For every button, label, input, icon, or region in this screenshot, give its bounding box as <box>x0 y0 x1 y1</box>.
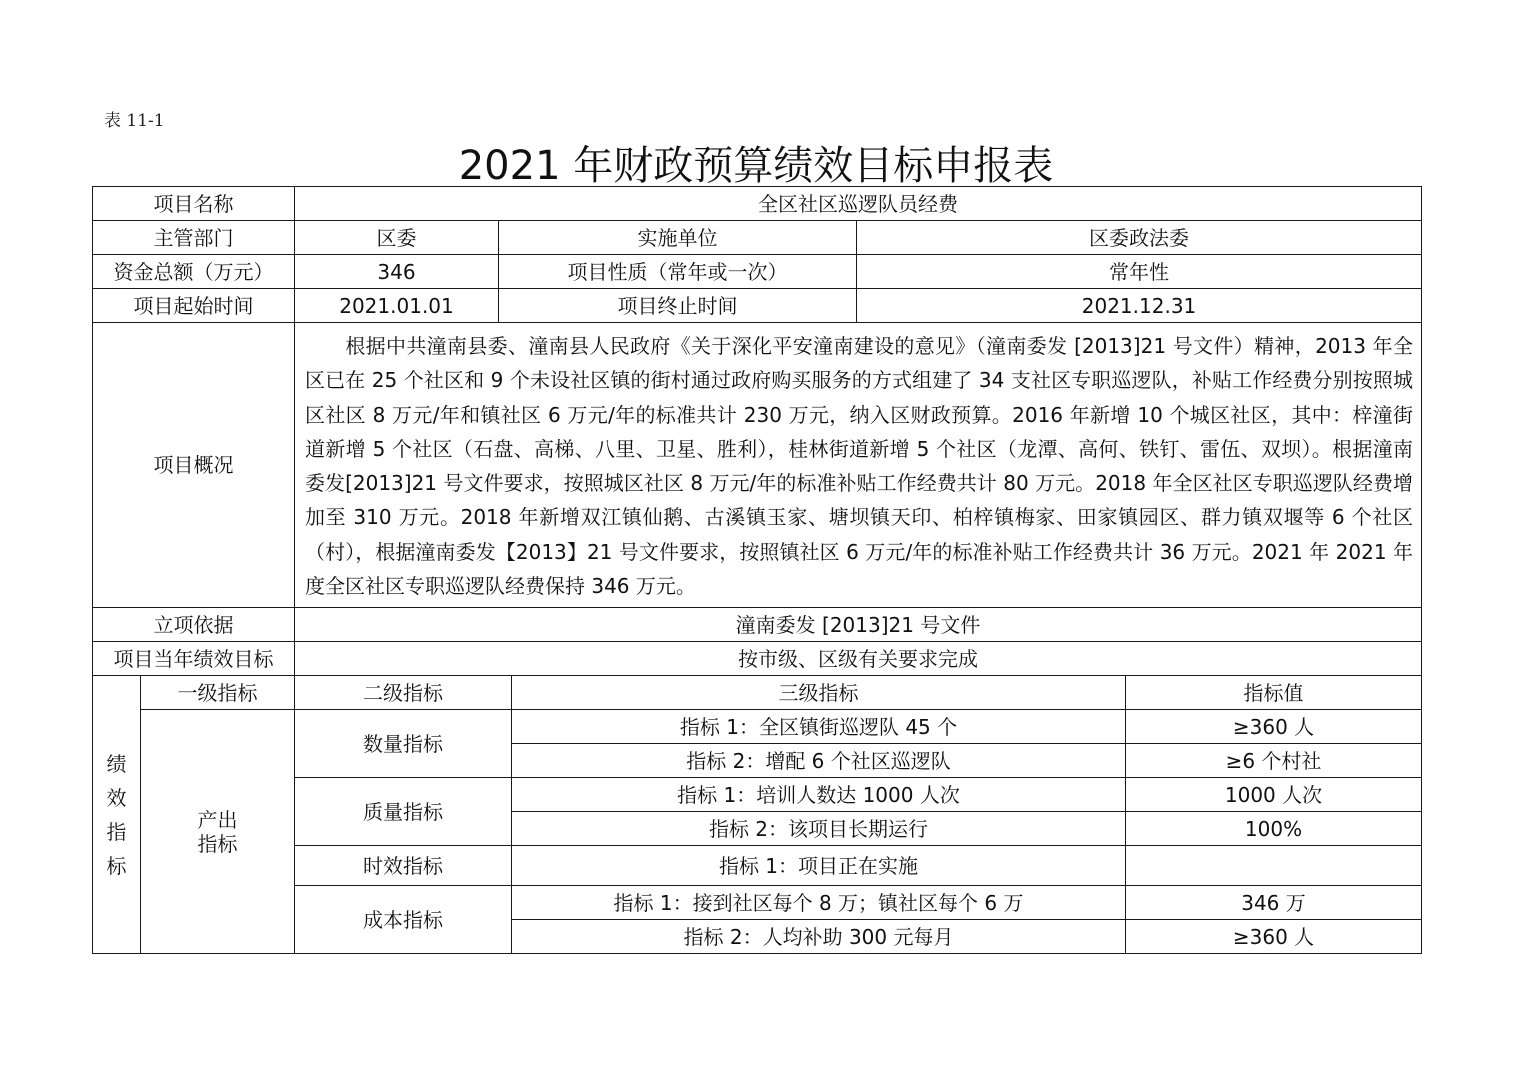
side-char-4: 标 <box>106 853 127 878</box>
impl-value: 区委政法委 <box>857 221 1422 255</box>
indicator-value <box>1126 846 1422 886</box>
row-department <box>93 221 1422 255</box>
table-number: 表 11-1 <box>104 111 165 131</box>
end-label: 项目终止时间 <box>499 289 857 323</box>
performance-indicator-side-label <box>93 676 141 954</box>
dept-label: 主管部门 <box>93 221 295 255</box>
impl-label: 实施单位 <box>499 221 857 255</box>
goal-value: 按市级、区级有关要求完成 <box>295 642 1422 676</box>
indicator-item: 指标 2：人均补助 300 元每月 <box>512 920 1126 954</box>
side-char-1: 绩 <box>106 751 127 776</box>
indicator-value: 100% <box>1126 812 1422 846</box>
row-overview <box>93 323 1422 608</box>
row-funds <box>93 255 1422 289</box>
budget-form-table <box>92 186 1422 954</box>
indicator-item: 指标 1：培训人数达 1000 人次 <box>512 778 1126 812</box>
indicator-item: 指标 2：增配 6 个社区巡逻队 <box>512 744 1126 778</box>
basis-label: 立项依据 <box>93 608 295 642</box>
start-label: 项目起始时间 <box>93 289 295 323</box>
basis-value: 潼南委发 [2013]21 号文件 <box>295 608 1422 642</box>
side-char-3: 指 <box>106 819 127 844</box>
end-value: 2021.12.31 <box>857 289 1422 323</box>
indicator-item: 指标 1：接到社区每个 8 万；镇社区每个 6 万 <box>512 886 1126 920</box>
row-basis <box>93 608 1422 642</box>
overview-label: 项目概况 <box>93 323 295 608</box>
side-char-2: 效 <box>106 785 127 810</box>
dept-value: 区委 <box>295 221 499 255</box>
indicator-item: 指标 1：全区镇街巡逻队 45 个 <box>512 710 1126 744</box>
indicator-item: 指标 2：该项目长期运行 <box>512 812 1126 846</box>
overview-text <box>295 323 1422 608</box>
goal-label: 项目当年绩效目标 <box>93 642 295 676</box>
output-label-line-1: 产出 <box>197 807 238 832</box>
row-indicator-headers <box>93 676 1422 710</box>
timeliness-indicator-label: 时效指标 <box>295 846 512 886</box>
row-project-name <box>93 187 1422 221</box>
indicator-value: ≥360 人 <box>1126 920 1422 954</box>
row-dates <box>93 289 1422 323</box>
indicator-value: ≥360 人 <box>1126 710 1422 744</box>
header-level3: 三级指标 <box>512 676 1126 710</box>
quantity-indicator-label: 数量指标 <box>295 710 512 778</box>
fund-value: 346 <box>295 255 499 289</box>
indicator-item: 指标 1：项目正在实施 <box>512 846 1126 886</box>
output-label-line-2: 指标 <box>197 831 238 856</box>
start-value: 2021.01.01 <box>295 289 499 323</box>
nature-value: 常年性 <box>857 255 1422 289</box>
quality-indicator-label: 质量指标 <box>295 778 512 846</box>
project-name-value: 全区社区巡逻队员经费 <box>295 187 1422 221</box>
header-value: 指标值 <box>1126 676 1422 710</box>
fund-label: 资金总额（万元） <box>93 255 295 289</box>
row-goal <box>93 642 1422 676</box>
page-title: 2021 年财政预算绩效目标申报表 <box>458 143 1054 189</box>
indicator-value: ≥6 个村社 <box>1126 744 1422 778</box>
indicator-value: 346 万 <box>1126 886 1422 920</box>
header-level2: 二级指标 <box>295 676 512 710</box>
table-row <box>93 710 1422 744</box>
indicator-value: 1000 人次 <box>1126 778 1422 812</box>
nature-label: 项目性质（常年或一次） <box>499 255 857 289</box>
cost-indicator-label: 成本指标 <box>295 886 512 954</box>
project-name-label: 项目名称 <box>93 187 295 221</box>
output-indicator-label <box>141 710 295 954</box>
header-level1: 一级指标 <box>141 676 295 710</box>
overview-paragraph: 根据中共潼南县委、潼南县人民政府《关于深化平安潼南建设的意见》（潼南委发 [2013]21 号文件）精神，2013 年全区已在 25 个社区和 9 个未设社区镇的街村通过政府购买服务的方式组建了 34 支社区专职巡逻队，补贴工作经费分别按照城区社区 8 万元/年和镇社区 6 万元/年的标准共计 230 万元，纳入区财政预算。2016 年新增 10 个城区社区，其中：梓潼街道新增 5 个社区（石盘、高梯、八里、卫星、胜利），桂林街道新增 5 个社区（龙潭、高何、铁钉、雷伍、双坝）。根据潼南委发[2013]21 号文件要求，按照城区社区 8 万元/年的标准补贴工作经费共计 80 万元。2018 年全区社区专职巡逻队经费增加至 310 万元。2018 年新增双江镇仙鹅、古溪镇玉家、塘坝镇天印、柏梓镇梅家、田家镇园区、群力镇双堰等 6 个社区（村），根据潼南委发【2013】21 号文件要求，按照镇社区 6 万元/年的标准补贴工作经费共计 36 万元。2021 年 2021 年度全区社区专职巡逻队经费保持 346 万元。 <box>305 334 1414 599</box>
